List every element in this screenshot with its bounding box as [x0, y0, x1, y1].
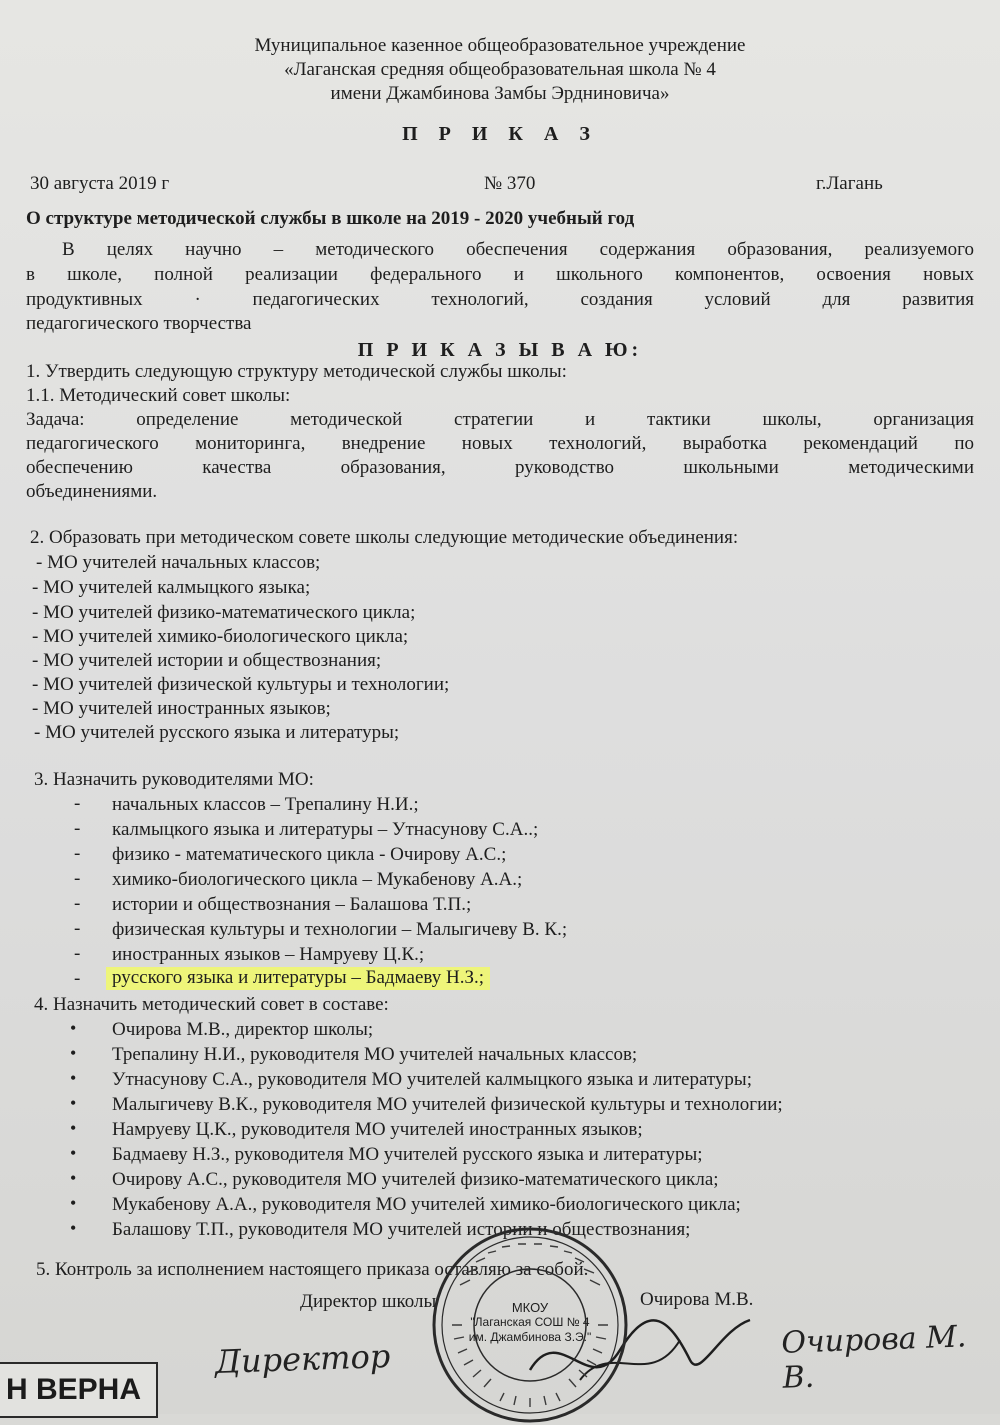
section-2-item: - МО учителей физической культуры и технологии;	[32, 674, 450, 695]
order-number: № 370	[484, 173, 536, 194]
bullet-marker: •	[70, 1018, 77, 1038]
bullet-marker: •	[70, 1093, 77, 1113]
dash-marker: -	[74, 968, 81, 989]
section-3-item: физико - математического цикла - Очирову А.С.;	[112, 844, 507, 865]
section-1-title: 1. Утвердить следующую структуру методической службы школы:	[26, 361, 567, 382]
section-3-item: иностранных языков – Намруеву Ц.К.;	[112, 944, 425, 965]
bullet-marker: •	[70, 1218, 77, 1238]
council-member: Очирова М.В., директор школы;	[112, 1019, 374, 1040]
section-3-title: 3. Назначить руководителями МО:	[34, 769, 314, 790]
dash-marker: -	[74, 818, 81, 839]
section-4-title: 4. Назначить методический совет в составе:	[34, 994, 389, 1015]
council-member: Малыгичеву В.К., руководителя МО учителей физической культуры и технологии;	[112, 1094, 783, 1115]
section-2-item: - МО учителей иностранных языков;	[32, 698, 331, 719]
section-2-item: - МО учителей истории и обществознания;	[32, 650, 382, 671]
council-member: Бадмаеву Н.З., руководителя МО учителей русского языка и литературы;	[112, 1144, 703, 1165]
task-line-1: Задача: определение методической стратегии и тактики школы, организация	[26, 409, 974, 430]
section-2-item: - МО учителей физико-математического цикла;	[32, 602, 416, 623]
task-line-3: обеспечению качества образования, руководство школьными методическими	[26, 457, 974, 478]
section-3-item: калмыцкого языка и литературы – Утнасунову С.А..;	[112, 819, 539, 840]
section-3-item: физическая культуры и технологии – Малыгичеву В. К.;	[112, 919, 568, 940]
bullet-marker: •	[70, 1118, 77, 1138]
dash-marker: -	[74, 793, 81, 814]
bullet-marker: •	[70, 1193, 77, 1213]
section-3-item-highlighted	[106, 966, 490, 990]
order-word: П Р И К А З Ы В А Ю:	[357, 339, 643, 361]
signature-role: Директор школы	[300, 1291, 437, 1312]
section-2-item: - МО учителей русского языка и литературы;	[34, 722, 400, 743]
signature-name: Очирова М.В.	[640, 1289, 754, 1310]
section-3-item: истории и обществознания – Балашова Т.П.;	[112, 894, 472, 915]
council-member: Очирову А.С., руководителя МО учителей физико-математического цикла;	[112, 1169, 719, 1190]
bullet-marker: •	[70, 1168, 77, 1188]
section-2-title: 2. Образовать при методическом совете школы следующие методические объединения:	[30, 527, 739, 548]
order-city: г.Лагань	[816, 173, 883, 194]
handwritten-role: Директор	[214, 1336, 391, 1382]
council-member: Трепалину Н.И., руководителя МО учителей начальных классов;	[112, 1044, 638, 1065]
section-2-item: - МО учителей начальных классов;	[36, 552, 321, 573]
section-2-item: - МО учителей химико-биологического цикла;	[32, 626, 409, 647]
order-subject: О структуре методической службы в школе на 2019 - 2020 учебный год	[26, 208, 635, 229]
preamble-line-4: педагогического творчества	[26, 313, 252, 334]
seal-text-2: "Лаганская СОШ № 4	[470, 1315, 590, 1329]
dash-marker: -	[74, 943, 81, 964]
bullet-marker: •	[70, 1143, 77, 1163]
dash-marker: -	[74, 868, 81, 889]
section-1-1-title: 1.1. Методический совет школы:	[26, 385, 291, 406]
council-member: Утнасунову С.А., руководителя МО учителей калмыцкого языка и литературы;	[112, 1069, 752, 1090]
seal-text-1: МКОУ	[511, 1300, 549, 1315]
bullet-marker: •	[70, 1043, 77, 1063]
highlighted-text: русского языка и литературы – Бадмаеву Н.З.;	[106, 967, 490, 990]
section-2-item: - МО учителей калмыцкого языка;	[32, 577, 311, 598]
preamble-line-3: продуктивных · педагогических технологий, создания условий для развития	[26, 289, 974, 310]
council-member: Балашову Т.П., руководителя МО учителей истории и обществознания;	[112, 1219, 691, 1240]
bullet-marker: •	[70, 1068, 77, 1088]
preamble-line-1: В целях научно – методического обеспечения содержания образования, реализуемого	[62, 239, 974, 260]
council-member: Намруеву Ц.К., руководителя МО учителей иностранных языков;	[112, 1119, 643, 1140]
section-5-text: 5. Контроль за исполнением настоящего приказа оставляю за собой.	[36, 1259, 589, 1280]
section-3-item: начальных классов – Трепалину Н.И.;	[112, 794, 419, 815]
dash-marker: -	[74, 918, 81, 939]
copy-certified-stamp: Н ВЕРНА	[0, 1362, 158, 1418]
task-line-4: объединениями.	[26, 481, 158, 502]
section-3-item: химико-биологического цикла – Мукабенову А.А.;	[112, 869, 523, 890]
dash-marker: -	[74, 893, 81, 914]
task-line-2: педагогического мониторинга, внедрение новых технологий, выработка рекомендаций по	[26, 433, 974, 454]
council-member: Мукабенову А.А., руководителя МО учителей химико-биологического цикла;	[112, 1194, 741, 1215]
org-name-line-3: имени Джамбинова Замбы Эрдниновича»	[330, 83, 670, 104]
order-date: 30 августа 2019 г	[30, 173, 170, 194]
preamble-line-2: в школе, полной реализации федерального и школьного компонентов, освоения новых	[26, 264, 974, 285]
document-type: П Р И К А З	[402, 123, 598, 145]
seal-text-3: им. Джамбинова З.Э."	[468, 1330, 592, 1344]
handwritten-name: Очирова М. В.	[780, 1319, 967, 1396]
org-name-line-1: Муниципальное казенное общеобразовательное учреждение	[254, 35, 746, 56]
org-name-line-2: «Лаганская средняя общеобразовательная школа № 4	[284, 59, 716, 80]
dash-marker: -	[74, 843, 81, 864]
